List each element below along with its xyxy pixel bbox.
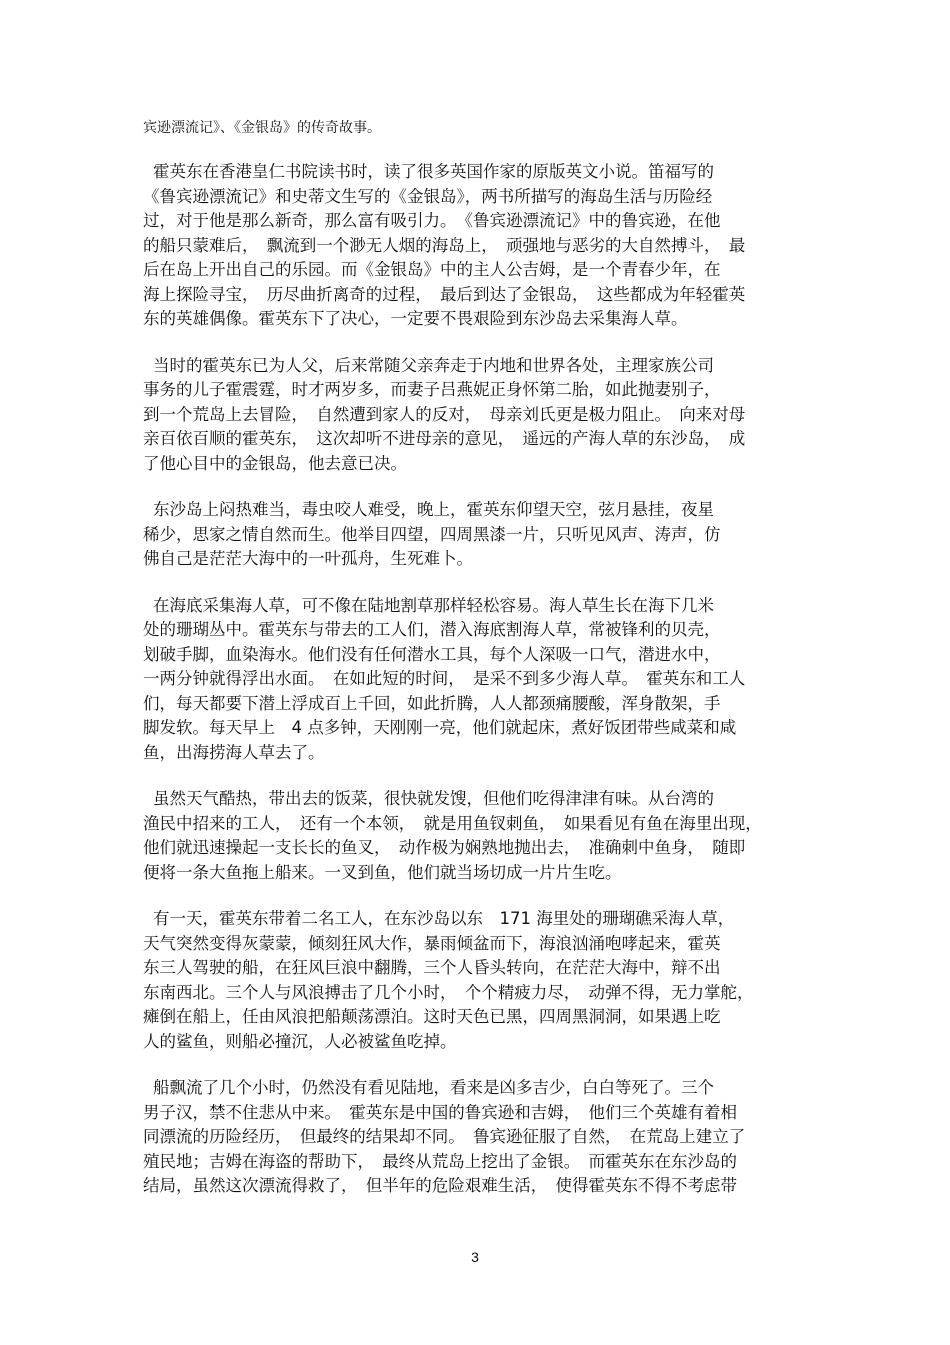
paragraph-2 [143, 354, 815, 477]
text-line: 渔民中招来的工人， 还有一个本领， 就是用鱼钗刺鱼， 如果看见有鱼在海里出现， [143, 813, 762, 833]
text-line: 海上探险寻宝， 历尽曲折离奇的过程， 最后到达了金银岛， 这些都成为年轻霍英 [143, 284, 746, 304]
paragraph-1 [143, 160, 815, 332]
paragraph-6 [143, 907, 815, 1054]
text-line: 《鲁宾逊漂流记》和史蒂文生写的《金银岛》，两书所描写的海岛生活与历险经 [143, 186, 713, 206]
text-line: 东的英雄偶像。霍英东下了决心，一定要不畏艰险到东沙岛去采集海人草。 [143, 309, 688, 328]
paragraph-7 [143, 1076, 815, 1199]
text-line: 在海底采集海人草，可不像在陆地割草那样轻松容易。海人草生长在海下几米 [153, 595, 714, 615]
text-line: 划破手脚，血染海水。他们没有任何潜水工具，每个人深吸一口气，潜进水中， [143, 644, 721, 664]
paragraph-5 [143, 787, 815, 885]
text-line: 到一个荒岛上去冒险， 自然遭到家人的反对， 母亲刘氏更是极力阻止。 向来对母 [143, 404, 746, 424]
paragraph-3 [143, 498, 815, 572]
text-line: 同漂流的历险经历， 但最终的结果却不同。 鲁宾逊征服了自然， 在荒岛上建立了 [143, 1127, 746, 1146]
text-line: 结局，虽然这次漂流得救了， 但半年的危险艰难生活， 使得霍英东不得不考虑带 [143, 1176, 737, 1195]
text-line: 他们就迅速操起一支长长的鱼叉， 动作极为娴熟地抛出去， 准确刺中鱼身， 随即 [143, 838, 746, 857]
continued-line: 宾逊漂流记》、《金银岛》的传奇故事。 [143, 120, 381, 136]
text-line: 脚发软。每天早上 4 点多钟，天刚刚一亮，他们就起床，煮好饭团带些咸菜和咸 [143, 718, 737, 737]
text-line: 了他心目中的金银岛，他去意已决。 [143, 453, 407, 473]
text-line: 佛自己是茫茫大海中的一叶孤舟，生死难卜。 [143, 549, 473, 568]
text-line: 亲百依百顺的霍英东， 这次却听不进母亲的意见， 遥远的产海人草的东沙岛， 成 [143, 429, 746, 448]
document-body [143, 116, 815, 1221]
text-line: 船飘流了几个小时，仍然没有看见陆地，看来是凶多吉少，白白等死了。三个 [153, 1078, 714, 1097]
text-line: 后在岛上开出自己的乐园。而《金银岛》中的主人公吉姆，是一个青春少年，在 [143, 260, 721, 279]
text-line: 的船只蒙难后， 飘流到一个渺无人烟的海岛上， 顽强地与恶劣的大自然搏斗， 最 [143, 235, 746, 255]
text-line: 有一天，霍英东带着二名工人，在东沙岛以东 171 海里处的珊瑚礁采海人草， [153, 909, 735, 928]
text-line: 东沙岛上闷热难当，毒虫咬人难受，晚上，霍英东仰望天空，弦月悬挂，夜星 [153, 500, 714, 519]
text-line: 虽然天气酷热，带出去的饭菜，很快就发馊，但他们吃得津津有味。从台湾的 [153, 789, 714, 808]
text-line: 便将一条大鱼拖上船来。一叉到鱼，他们就当场切成一片片生吃。 [143, 862, 622, 882]
text-line: 当时的霍英东已为人父，后来常随父亲奔走于内地和世界各处，主理家族公司 [153, 355, 714, 375]
text-line: 天气突然变得灰蒙蒙，倾刻狂风大作，暴雨倾盆而下，海浪汹涌咆哮起来，霍英 [143, 933, 721, 953]
text-line: 一两分钟就得浮出水面。 在如此短的时间， 是采不到多少海人草。 霍英东和工人 [143, 669, 746, 688]
text-line: 人的鲨鱼，则船必撞沉，人必被鲨鱼吃掉。 [143, 1031, 457, 1051]
paragraph-4 [143, 594, 815, 766]
text-line: 东三人驾驶的船，在狂风巨浪中翻腾，三个人昏头转向，在茫茫大海中，辩不出 [143, 958, 721, 977]
page-number: 3 [471, 1249, 479, 1265]
text-line: 事务的儿子霍震霆，时才两岁多，而妻子吕燕妮正身怀第二胎，如此抛妻别子， [143, 380, 721, 399]
text-line: 霍英东在香港皇仁书院读书时，读了很多英国作家的原版英文小说。笛福写的 [153, 162, 714, 181]
text-line: 过，对于他是那么新奇，那么富有吸引力。 《鲁宾逊漂流记》中的鲁宾逊，在他 [143, 211, 721, 230]
text-line: 瘫倒在船上，任由风浪把船颠荡漂泊。这时天色已黑，四周黑洞洞，如果遇上吃 [143, 1007, 721, 1026]
text-line: 处的珊瑚丛中。霍英东与带去的工人们，潜入海底割海人草，常被锋利的贝壳， [143, 620, 721, 639]
text-line: 东南西北。三个人与风浪搏击了几个小时， 个个精疲力尽， 动弹不得，无力掌舵， [143, 982, 754, 1002]
text-line: 男子汉，禁不住悲从中来。 霍英东是中国的鲁宾逊和吉姆， 他们三个英雄有着相 [143, 1102, 737, 1122]
text-line: 们，每天都要下潜上浮成百上千回，如此折腾，人人都颈痛腰酸，浑身散架，手 [143, 693, 721, 713]
text-line: 鱼，出海捞海人草去了。 [143, 742, 325, 762]
text-line: 殖民地；吉姆在海盗的帮助下， 最终从荒岛上挖出了金银。 而霍英东在东沙岛的 [143, 1151, 737, 1171]
text-line: 稀少，思家之情自然而生。他举目四望，四周黑漆一片，只听见风声、涛声，仿 [143, 524, 721, 544]
